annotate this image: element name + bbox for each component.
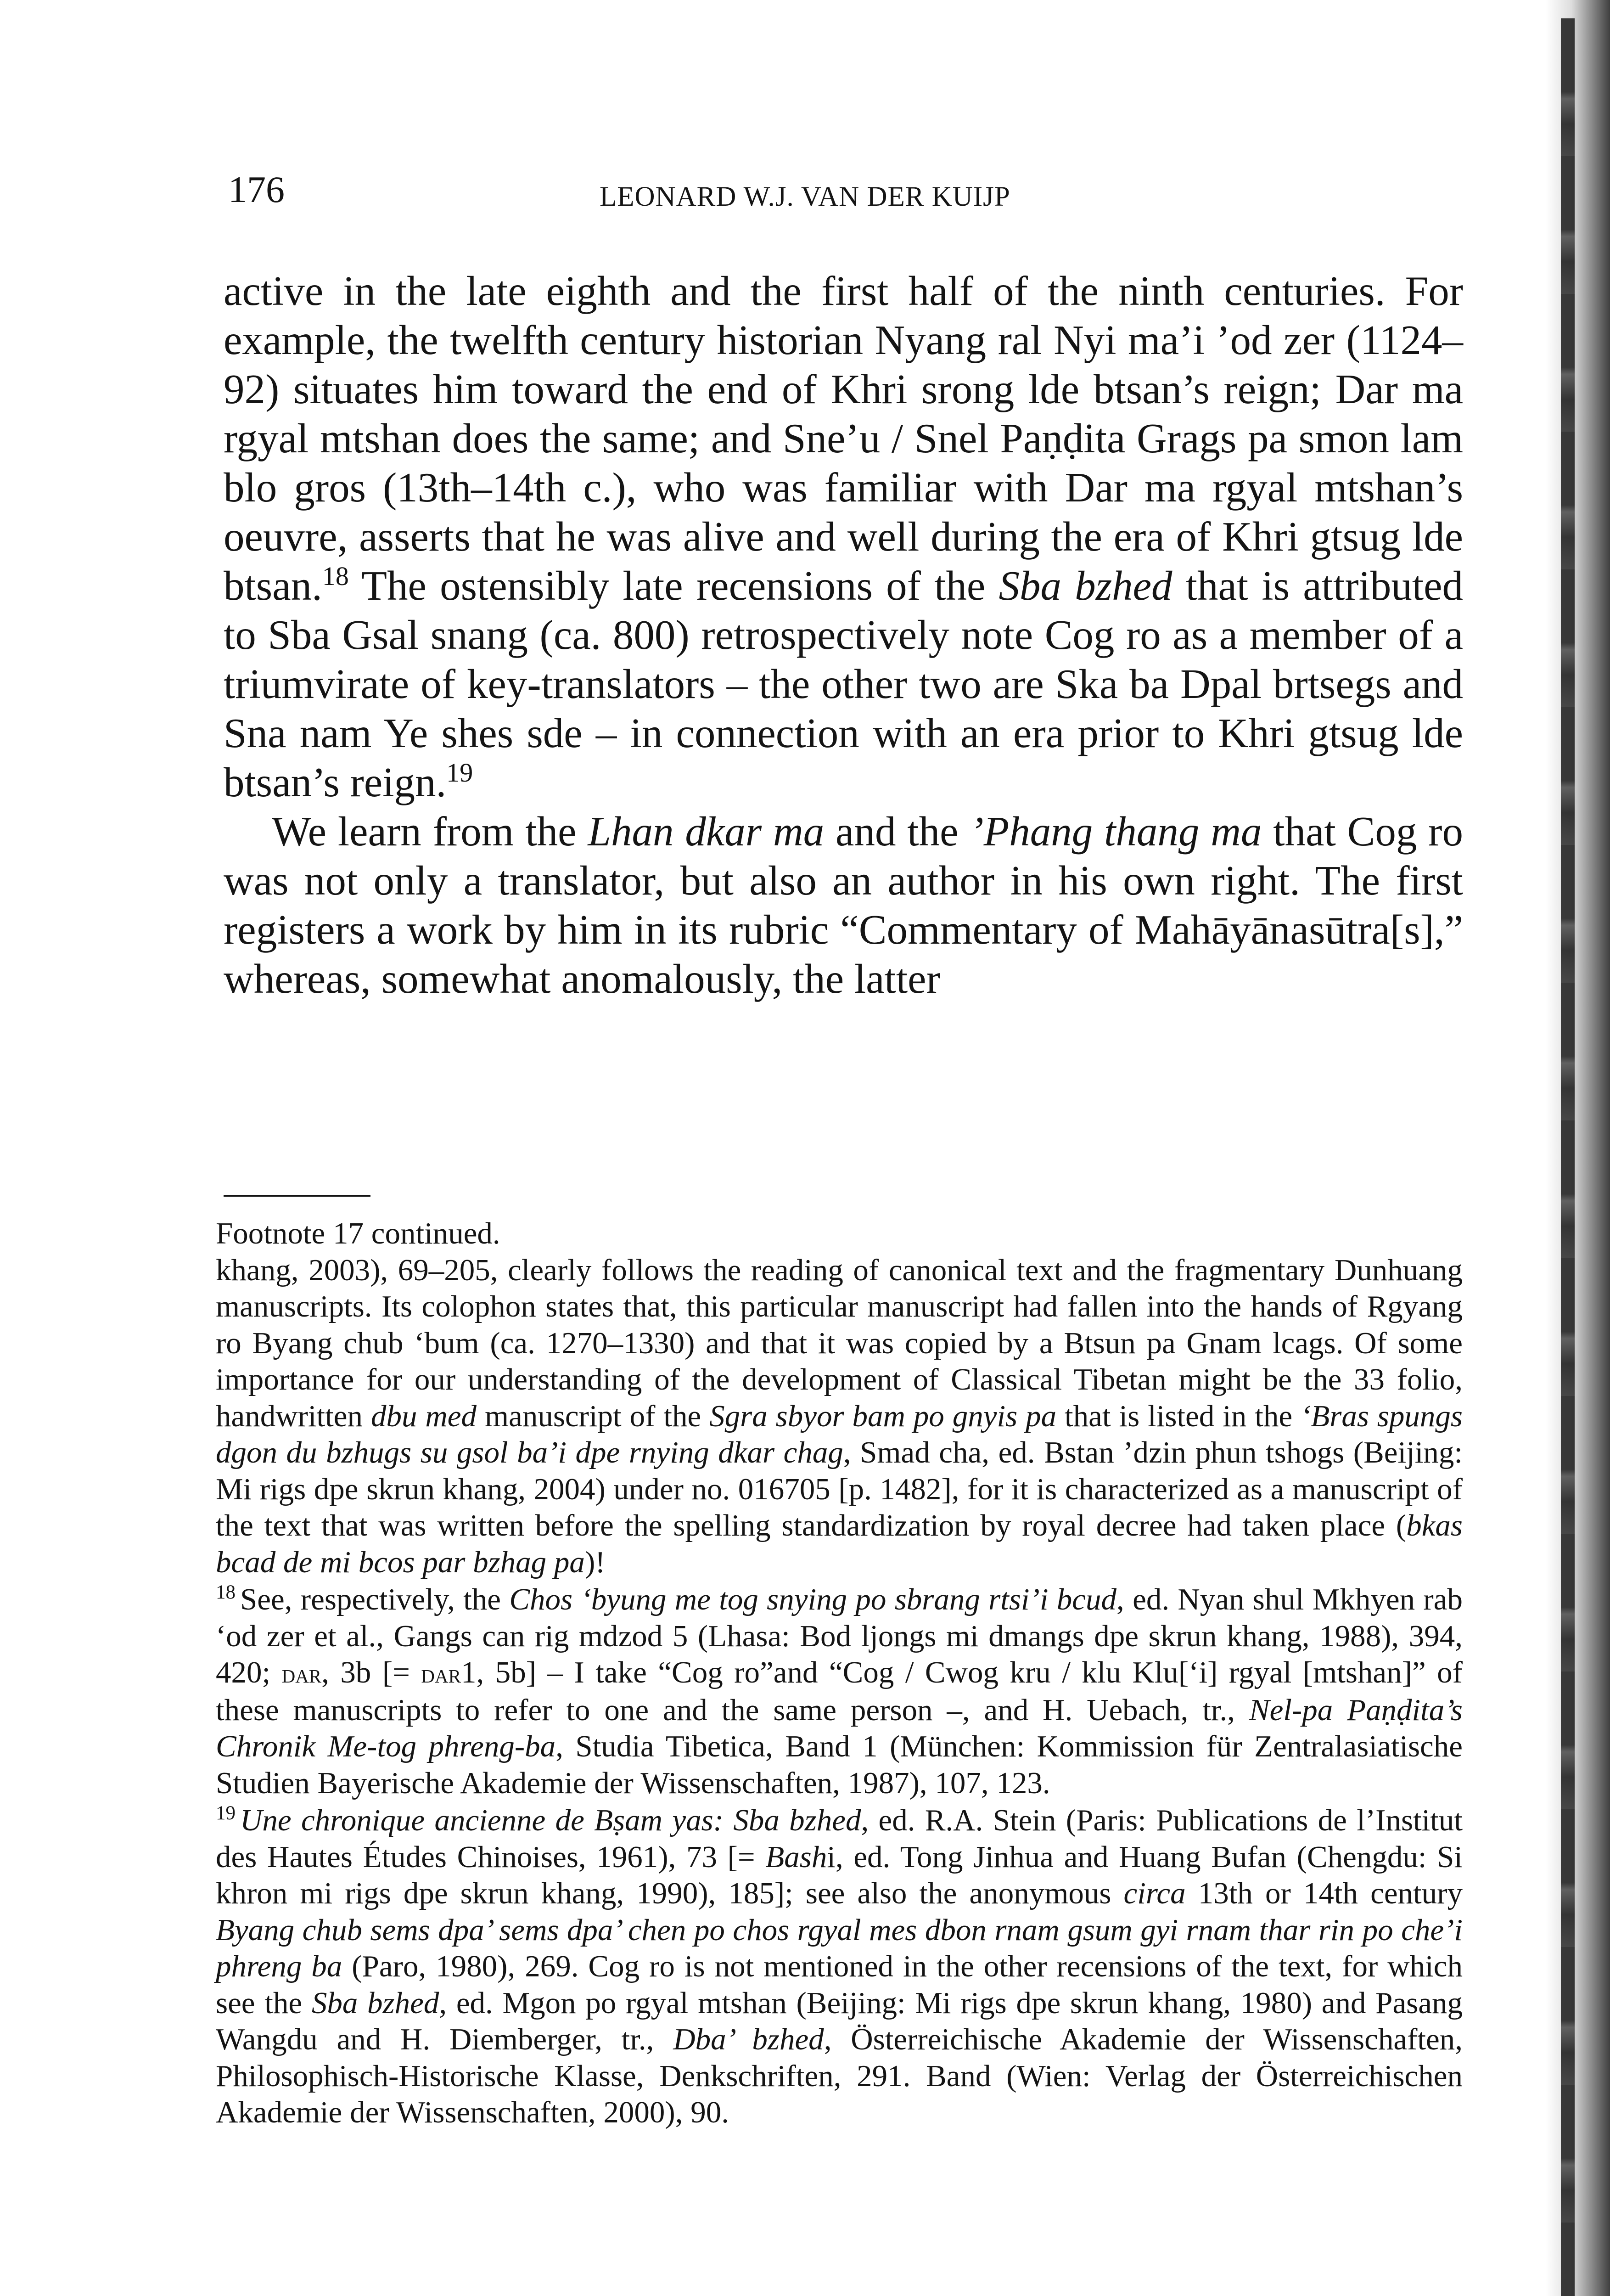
footnote-ref-18: 18 (322, 561, 349, 591)
footnote-continued-label: Footnote 17 continued. (216, 1216, 500, 1250)
text-span: active in the late eighth and the first half of the ninth centuries. For example, the twelfth century historian Nyang ral Nyi ma’i ’od zer (1124–92) situates him toward the end of Khri srong lde btsan’s reign; Dar ma rgyal mtshan does the same; and Sne’u / Snel Paṇḍita Grags pa smon lam blo gros (13th–14th c.), who was familiar with Dar ma rgyal mtshan’s oeuvre, asserts that he was alive and well during the era of Khri gtsug lde btsan. (224, 268, 1463, 609)
text-span: , Studia Tibetica, Band 1 (München: Kommission für Zentralasiatische Studien Bayerische Akademie der Wissenschaften, 1987), 107, 123. (216, 1729, 1463, 1800)
running-head: LEONARD W.J. VAN DER KUIJP (600, 181, 1010, 212)
text-span: (Paro, 1980), 269. Cog ro is not mentioned in the other recensions of the text, for which see the (216, 1949, 1463, 2020)
text-span: khang, 2003), 69–205, clearly follows the reading of canonical text and the fragmentary Dunhuang manuscripts. Its colophon states that, this particular manuscript had fallen into the hands of Rgyang ro Byang chub ‘bum (ca. 1270–1330) and that it was copied by a Btsun pa Gnam lcags. Of some importance for our understanding of the development of Classical Tibetan might be the 33 folio, handwritten (216, 1253, 1463, 1433)
text-span: , 3b [= (321, 1655, 421, 1689)
text-span: , Österreichische Akademie der Wissenschaften, Philosophisch-Historische Klasse, Denkschriften, 291. Band (Wien: Verlag der Österreichischen Akademie der Wissenschaften, 2000), 90. (216, 2022, 1463, 2129)
footnote-17-continued (216, 1252, 1463, 1581)
text-span: , ed. Mgon po rgyal mtshan (Beijing: Mi rigs dpe skrun khang, 1980) and Pasang Wangdu and H. Diemberger, tr., (216, 1986, 1463, 2056)
text-span: )! (584, 1545, 606, 1579)
italic-title: dbu med (370, 1399, 477, 1433)
italic-title: ’Phang thang ma (970, 808, 1262, 855)
footnote-mark-18: 18 (216, 1581, 236, 1603)
abbreviation-dar: dar (281, 1659, 322, 1688)
italic-title: Lhan dkar ma (588, 808, 825, 855)
text-span: that is listed in the (1056, 1399, 1301, 1433)
text-span: and the (824, 808, 970, 855)
footnote-18 (216, 1581, 1463, 1801)
text-span: 13th or 14th century (1185, 1876, 1463, 1910)
italic-title: Sgra sbyor bam po gnyis pa (709, 1399, 1057, 1433)
italic-term: circa (1123, 1876, 1186, 1910)
footnote-divider (224, 1195, 370, 1197)
text-span: We learn from the (272, 808, 588, 855)
italic-title: Byang chub sems dpa’ sems dpa’ chen po chos rgyal mes dbon rnam gsum gyi rnam thar rin po che’i phreng ba (216, 1913, 1463, 1983)
text-span: that is attributed to Sba Gsal snang (ca. 800) retrospectively note Cog ro as a member of a triumvirate of key-translators – the other two are Ska ba Dpal brtsegs and Sna nam Ye shes sde – in connection with an era prior to Khri gtsug lde btsan’s reign. (224, 563, 1463, 805)
footnote-19 (216, 1802, 1463, 2131)
text-span: See, respectively, the (240, 1582, 510, 1616)
footnote-ref-19: 19 (446, 758, 473, 788)
italic-title: Chos ‘byung me tog snying po sbrang rtsi’i bcud (509, 1582, 1117, 1616)
italic-title: Dba’ bzhed (673, 2022, 824, 2056)
abbreviation-dar: dar (421, 1659, 461, 1688)
italic-title: Nel-pa Paṇḍita’s Chronik Me-tog phreng-ba (216, 1693, 1463, 1763)
scan-edge-shadow (1546, 0, 1610, 2296)
main-text (224, 266, 1463, 1003)
text-span: , Smad cha, ed. Bstan ’dzin phun tshogs (Beijing: Mi rigs dpe skrun khang, 2004) under no. 016705 [p. 1482], for it is characterized as a manuscript of the text that was written before the spelling standardization by royal decree had taken place ( (216, 1435, 1463, 1542)
italic-title: ‘Bras spungs dgon du bzhugs su gsol ba’i dpe rnying dkar chag (216, 1399, 1463, 1469)
footnotes (216, 1216, 1463, 2131)
scan-binding-edge (1561, 18, 1575, 2296)
paragraph-2 (224, 807, 1463, 1003)
text-span: The ostensibly late recensions of the (348, 563, 999, 609)
italic-title: bkas bcad de mi bcos par bzhag pa (216, 1508, 1463, 1579)
text-span: , ed. R.A. Stein (Paris: Publications de l’Institut des Hautes Études Chinoises, 1961), 73 [= (216, 1803, 1463, 1874)
italic-title: Une chronique ancienne de Bṣam yas: Sba bzhed (240, 1803, 861, 1837)
paragraph-1 (224, 266, 1463, 807)
page-number: 176 (228, 169, 285, 210)
text-span: 1, 5b] – I take “Cog ro”and “Cog / Cwog kru / klu Klu[‘i] rgyal [mtshan]” of these manuscripts to refer to one and the same person –, and H. Uebach, tr., (216, 1655, 1463, 1727)
italic-title: Bash (765, 1840, 827, 1874)
italic-title: Sba bzhed (311, 1986, 439, 2020)
text-span: manuscript of the (477, 1399, 710, 1433)
italic-title: Sba bzhed (999, 563, 1172, 609)
footnote-mark-19: 19 (216, 1802, 236, 1824)
text-span: that Cog ro was not only a translator, but also an author in his own right. The first registers a work by him in its rubric “Commentary of Mahāyānasūtra[s],” whereas, somewhat anomalously, the latter (224, 808, 1463, 1002)
text-span: i, ed. Tong Jinhua and Huang Bufan (Chengdu: Si khron mi rigs dpe skrun khang, 1990), 185]; see also the anonymous (216, 1840, 1463, 1910)
text-span: , ed. Nyan shul Mkhyen rab ‘od zer et al., Gangs can rig mdzod 5 (Lhasa: Bod ljongs mi dmangs dpe skrun khang, 1988), 394, 420; (216, 1582, 1463, 1689)
